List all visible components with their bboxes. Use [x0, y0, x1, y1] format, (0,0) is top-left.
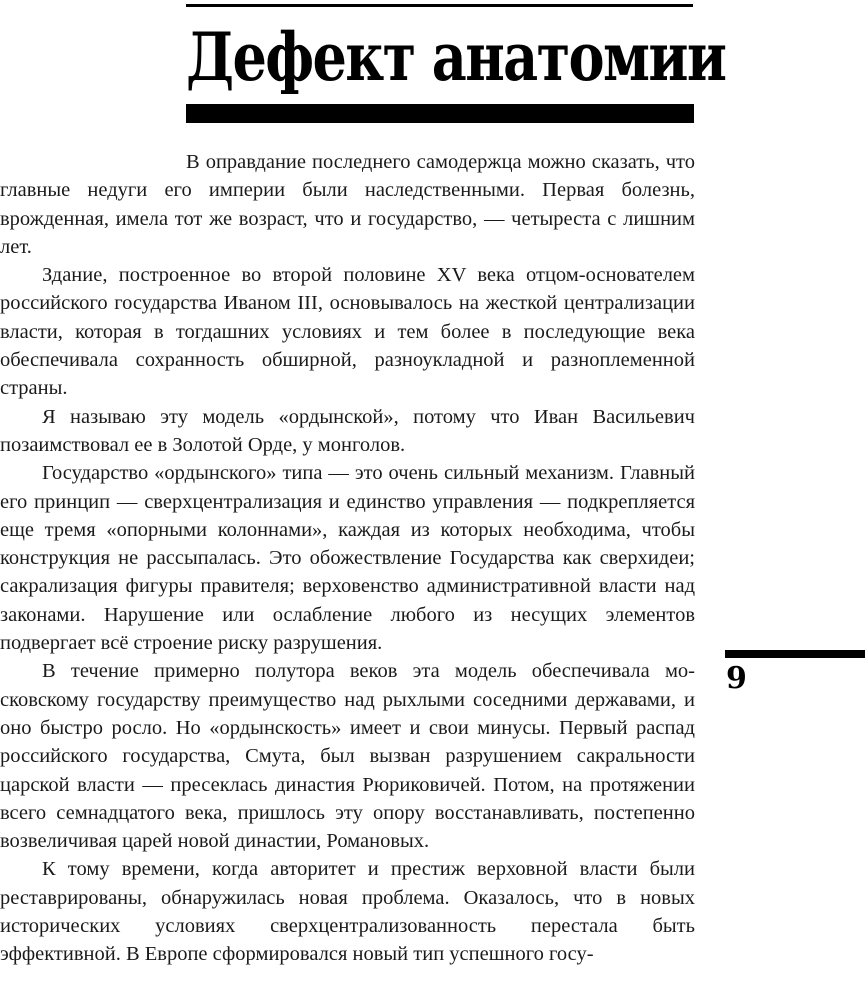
- page-number-rule: [725, 650, 865, 658]
- chapter-title: Дефект анатомии: [186, 18, 726, 96]
- paragraph: В оправдание последнего самодержца можно сказать, что главные недуги его империи были наследственными. Первая болезнь, врожденная, имела тот же возраст, что и государство, — четыреста с лишним лет.: [0, 151, 695, 258]
- paragraph: Я называю эту модель «ордынской», потому что Иван Васильевич позаимствовал ее в Золотой Орде, у монголов.: [0, 405, 695, 456]
- paragraph: К тому времени, когда авторитет и престиж верховной власти были реставрированы, обнаружилась новая проблема. Оказалось, что в новых исторических условиях сверхцентрализованность перестала быть эффективной. В Европе сформировался новый тип успешного госу-: [0, 858, 695, 966]
- body-text: [0, 148, 695, 969]
- paragraph: В течение примерно полутора веков эта модель обеспечивала московскому государству преимущество над рыхлыми соседними державами, и оно быстро росло. Но «ордынскость» имеет и свои минусы. Первый распад российского государства, Смута, был вызван разрушением сакральности царской власти — пресеклась династия Рюриковичей. Потом, на протяжении всего семнадцатого века, пришлось эту опору восстанавливать, постепенно возвеличивая царей новой династии, Романовых.: [0, 660, 695, 853]
- title-bottom-rule: [186, 104, 694, 123]
- page-number: 9: [726, 661, 747, 696]
- paragraph: Государство «ордынского» типа — это очень сильный механизм. Главный его принцип — сверхцентрализация и единство управления — подкрепляется еще тремя «опорными колоннами», каждая из которых необходима, чтобы конструкция не рассыпалась. Это обожествление Государства как сверхидеи; сакрализация фигуры правителя; верховенство административной власти над законами. Нарушение или ослабление любого из несущих элементов подвергает всё строение риску разрушения.: [0, 462, 695, 655]
- title-top-rule: [186, 4, 693, 7]
- paragraph: Здание, построенное во второй половине XV века отцом-основателем российского государства Иваном III, основывалось на жесткой централизации власти, которая в тогдашних условиях и тем более в последующие века обеспечивала сохранность обширной, разноукладной и разноплеменной страны.: [0, 264, 695, 400]
